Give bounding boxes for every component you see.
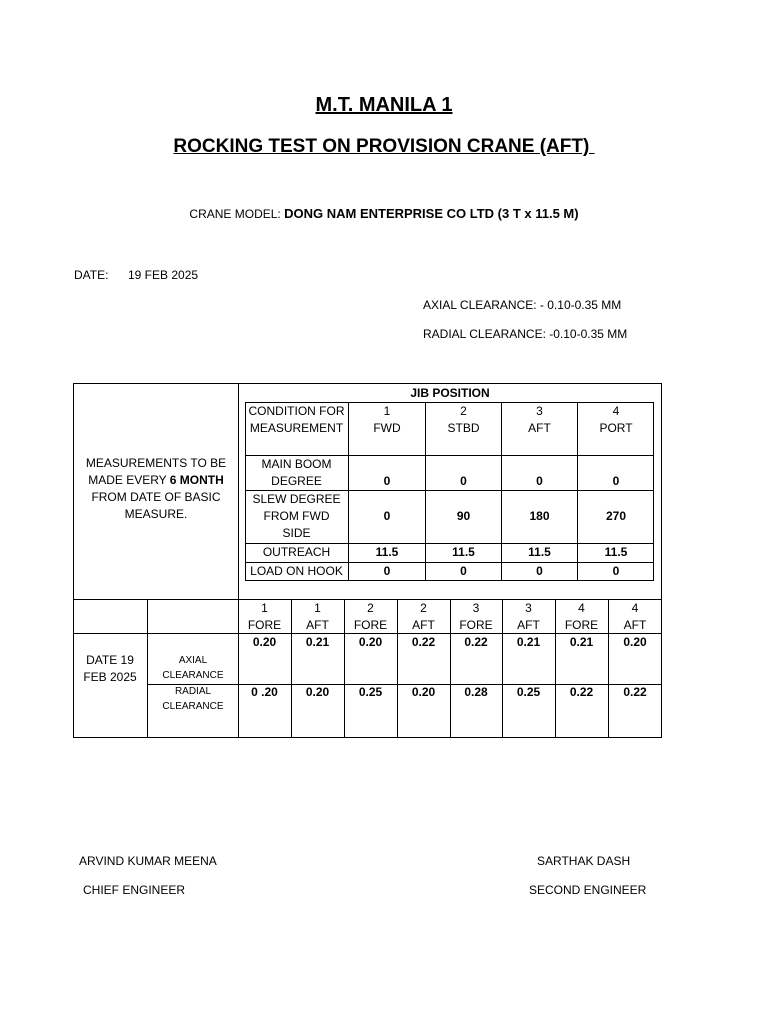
note-text-bold: 6 MONTH (169, 473, 224, 487)
radial-clearance-label: RADIAL CLEARANCE (162, 686, 224, 712)
outreach-value: 11.5 (375, 545, 399, 559)
axial-value: 0.22 (464, 635, 488, 649)
row-label-load: LOAD ON HOOK (250, 564, 343, 578)
measurement-date: DATE 19 FEB 2025 (83, 653, 137, 684)
position-header (578, 403, 654, 437)
position-header (349, 403, 425, 437)
boom-value: 0 (460, 474, 467, 488)
meas-header-side: AFT (306, 618, 329, 632)
date-label: DATE: (74, 268, 109, 282)
meas-header-side: FORE (247, 618, 282, 632)
row-label-outreach: OUTREACH (262, 545, 331, 559)
meas-header-side: AFT (517, 618, 540, 632)
meas-header-side: FORE (459, 618, 493, 632)
test-title: ROCKING TEST ON PROVISION CRANE (AFT) (173, 136, 595, 157)
radial-value: 0.28 (464, 685, 488, 699)
radial-value: 0.22 (623, 685, 647, 699)
row-label-boom: MAIN BOOM DEGREE (261, 457, 332, 488)
meas-header-side: FORE (353, 618, 388, 632)
measurement-header (502, 600, 555, 634)
outreach-value: 11.5 (528, 545, 551, 559)
radial-value: 0.22 (569, 685, 594, 699)
position-number: 2 (460, 404, 467, 418)
position-number: 3 (536, 404, 543, 418)
slew-value: 0 (383, 509, 391, 523)
chief-engineer-name: ARVIND KUMAR MEENA (79, 854, 217, 868)
radial-value: 0.25 (358, 685, 383, 699)
condition-header: CONDITION FOR MEASUREMENT (248, 404, 345, 435)
meas-header-side: FORE (564, 618, 599, 632)
slew-value: 180 (529, 509, 550, 523)
axial-value: 0.21 (516, 635, 541, 649)
position-header (426, 403, 501, 437)
boom-value: 0 (612, 474, 620, 488)
axial-clearance-label: AXIAL CLEARANCE (162, 655, 224, 681)
load-value: 0 (612, 564, 620, 578)
outreach-value: 11.5 (604, 545, 628, 559)
axial-value: 0.20 (358, 635, 383, 649)
crane-model-label: CRANE MODEL: (189, 207, 285, 221)
meas-header-side: AFT (623, 618, 647, 632)
meas-header-number: 3 (472, 601, 480, 615)
meas-header-number: 2 (367, 601, 374, 615)
jib-position-title: JIB POSITION (410, 386, 490, 400)
meas-header-side: AFT (412, 618, 435, 632)
boom-value: 0 (383, 474, 391, 488)
axial-value: 0.22 (411, 635, 436, 649)
measurement-header (344, 600, 397, 634)
axial-value: 0.20 (252, 635, 277, 649)
note-text-suffix: FROM DATE OF BASIC MEASURE. (91, 490, 221, 521)
position-name: FWD (373, 421, 401, 435)
axial-clearance-spec: AXIAL CLEARANCE: - 0.10-0.35 MM (423, 298, 622, 312)
meas-header-number: 3 (525, 601, 532, 615)
meas-header-number: 4 (631, 601, 639, 615)
axial-value: 0.21 (569, 635, 594, 649)
radial-value: 0.25 (516, 685, 541, 699)
note-text-prefix: MEASUREMENTS TO BE MADE EVERY (85, 456, 227, 487)
meas-header-number: 1 (261, 601, 268, 615)
position-name: AFT (528, 421, 551, 435)
axial-value: 0.20 (623, 635, 647, 649)
radial-value: 0.20 (411, 685, 436, 699)
radial-clearance-spec: RADIAL CLEARANCE: -0.10-0.35 MM (423, 327, 628, 341)
vessel-title: M.T. MANILA 1 (315, 94, 453, 116)
date-line (74, 268, 198, 282)
load-value: 0 (383, 564, 391, 578)
load-value: 0 (460, 564, 467, 578)
slew-value: 270 (605, 509, 627, 523)
measurement-header (397, 600, 450, 634)
measurement-header (238, 600, 291, 634)
boom-value: 0 (536, 474, 543, 488)
measurement-header (450, 600, 502, 634)
load-value: 0 (536, 564, 543, 578)
position-name: STBD (447, 421, 480, 435)
meas-header-number: 2 (420, 601, 427, 615)
position-header (502, 403, 577, 437)
position-number: 4 (612, 404, 620, 418)
measurement-header (555, 600, 608, 634)
axial-value: 0.21 (305, 635, 330, 649)
crane-model-value: DONG NAM ENTERPRISE CO LTD (3 T x 11.5 M) (284, 206, 579, 221)
radial-value: 0.20 (305, 685, 330, 699)
slew-value: 90 (456, 509, 471, 523)
meas-header-number: 1 (314, 601, 321, 615)
row-label-slew: SLEW DEGREE FROM FWD SIDE (252, 492, 341, 540)
position-number: 1 (383, 404, 391, 418)
crane-model (0, 206, 768, 221)
second-engineer-name: SARTHAK DASH (537, 854, 631, 868)
measurement-note (80, 455, 232, 523)
meas-header-number: 4 (578, 601, 585, 615)
position-name: PORT (599, 421, 633, 435)
radial-value: 0 .20 (251, 685, 278, 699)
measurement-header (608, 600, 662, 634)
measurement-header (291, 600, 344, 634)
outreach-value: 11.5 (452, 545, 475, 559)
date-value: 19 FEB 2025 (128, 268, 199, 282)
second-engineer-title: SECOND ENGINEER (529, 883, 647, 897)
chief-engineer-title: CHIEF ENGINEER (83, 883, 186, 897)
